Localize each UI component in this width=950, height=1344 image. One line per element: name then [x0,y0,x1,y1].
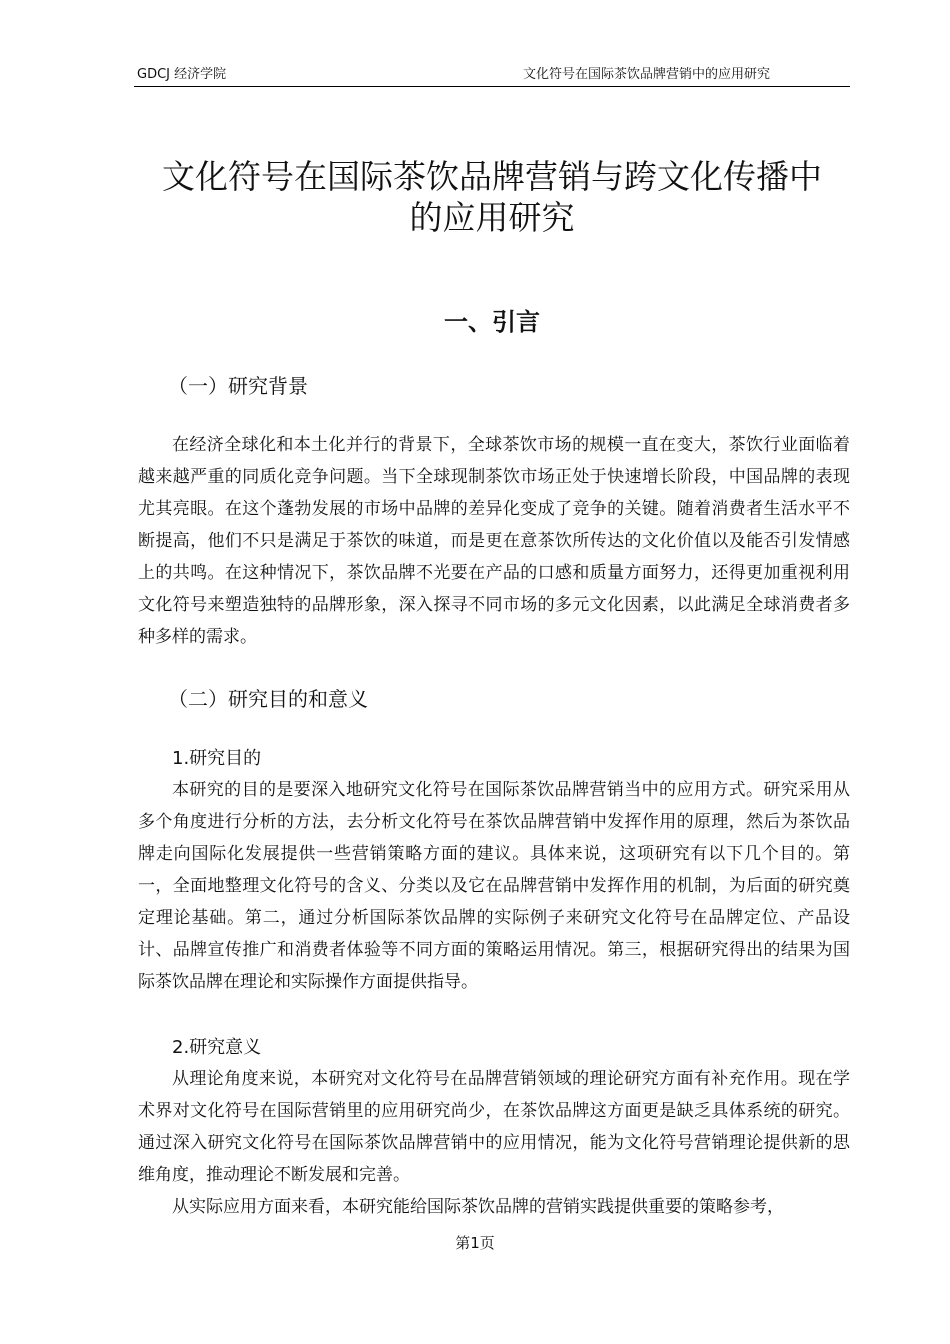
subsection-heading-background: （一）研究背景 [168,374,308,398]
item-heading-significance: 2.研究意义 [172,1037,262,1058]
header-divider [134,86,850,87]
paragraph-significance-practice: 从实际应用方面来看，本研究能给国际茶饮品牌的营销实践提供重要的策略参考， [172,1197,784,1217]
header-institution: GDCJ 经济学院 [137,67,227,82]
subsection-heading-purpose-significance: （二）研究目的和意义 [168,687,368,711]
paragraph-background: 在经济全球化和本土化并行的背景下，全球茶饮市场的规模一直在变大，茶饮行业面临着越来越严重的同质化竞争问题。当下全球现制茶饮市场正处于快速增长阶段，中国品牌的表现尤其亮眼。在这个蓬勃发展的市场中品牌的差异化变成了竞争的关键。随着消费者生活水平不断提高，他们不只是满足于茶饮的味道，而是更在意茶饮所传达的文化价值以及能否引发情感上的共鸣。在这种情况下，茶饮品牌不光要在产品的口感和质量方面努力，还得更加重视利用文化符号来塑造独特的品牌形象，深入探寻不同市场的多元文化因素，以此满足全球消费者多种多样的需求。 [138,435,850,647]
document-title [134,156,850,238]
header-running-title: 文化符号在国际茶饮品牌营销中的应用研究 [522,67,770,82]
page-number: 第1页 [455,1234,495,1252]
title-line-1: 文化符号在国际茶饮品牌营销与跨文化传播中 [162,157,822,196]
paragraph-significance-theory: 从理论角度来说，本研究对文化符号在品牌营销领域的理论研究方面有补充作用。现在学术界对文化符号在国际营销里的应用研究尚少，在茶饮品牌这方面更是缺乏具体系统的研究。通过深入研究文化符号在国际茶饮品牌营销中的应用情况，能为文化符号营销理论提供新的思维角度，推动理论不断发展和完善。 [138,1069,850,1185]
item-heading-purpose: 1.研究目的 [172,748,262,769]
paragraph-purpose: 本研究的目的是要深入地研究文化符号在国际茶饮品牌营销当中的应用方式。研究采用从多个角度进行分析的方法，去分析文化符号在茶饮品牌营销中发挥作用的原理，然后为茶饮品牌走向国际化发展提供一些营销策略方面的建议。具体来说，这项研究有以下几个目的。第一，全面地整理文化符号的含义、分类以及它在品牌营销中发挥作用的机制，为后面的研究奠定理论基础。第二，通过分析国际茶饮品牌的实际例子来研究文化符号在品牌定位、产品设计、品牌宣传推广和消费者体验等不同方面的策略运用情况。第三，根据研究得出的结果为国际茶饮品牌在理论和实际操作方面提供指导。 [138,780,850,992]
title-line-2: 的应用研究 [409,198,575,237]
section-heading-introduction: 一、引言 [444,308,540,336]
